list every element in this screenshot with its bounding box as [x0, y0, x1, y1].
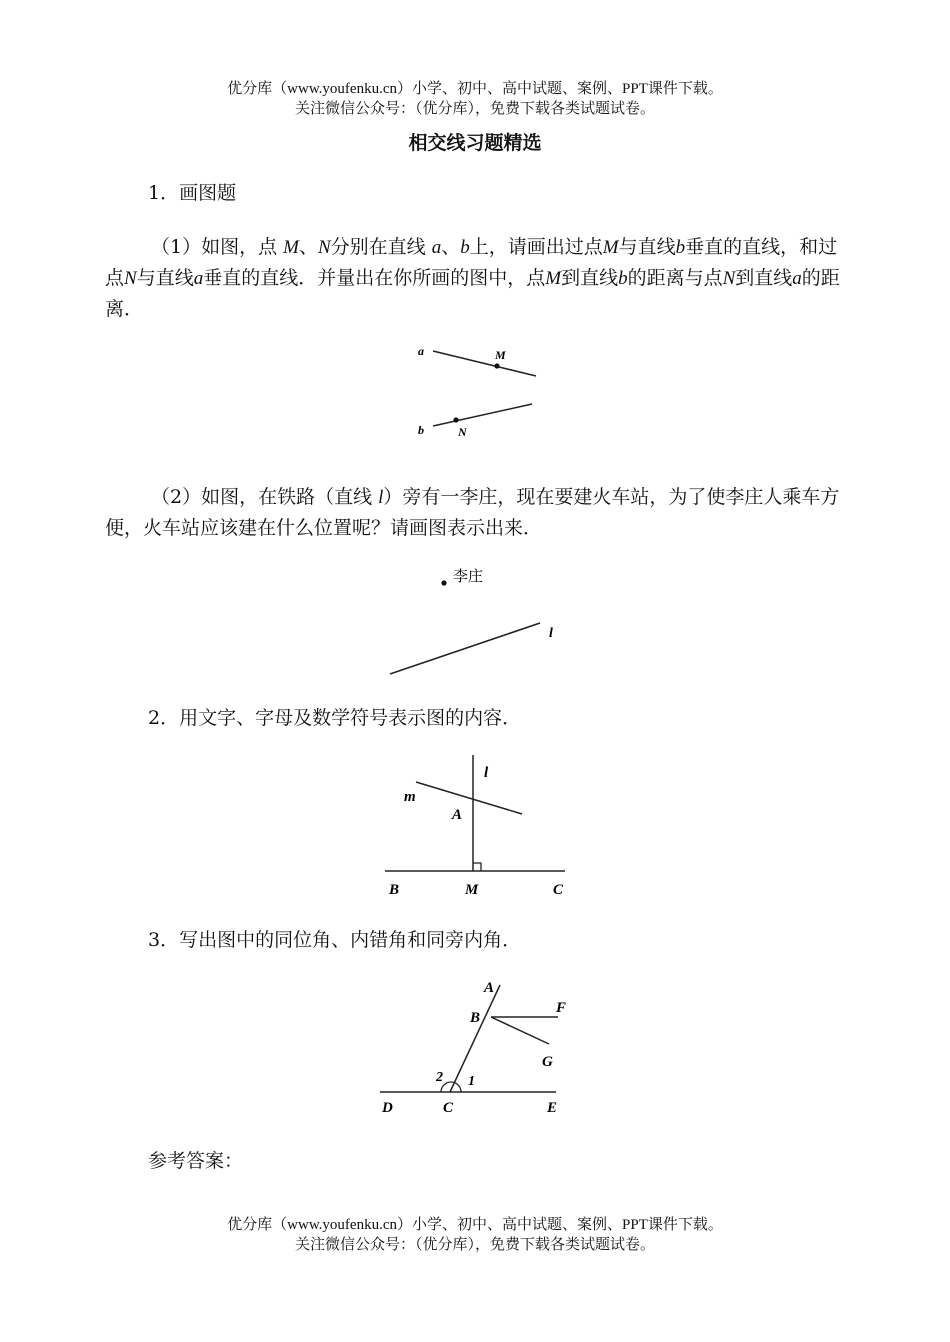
label-a: a [418, 344, 424, 358]
question-3-text: 3．写出图中的同位角、内错角和同旁内角． [148, 929, 522, 951]
label-m: M [495, 348, 506, 362]
label-b: B [389, 882, 400, 898]
right-angle-mark [473, 863, 481, 871]
question-1-part-2-text: （2）如图，在铁路（直线 l）旁有一李庄，现在要建火车站，为了使李庄人乘车方便，火车站应该建在什么位置呢？请画图表示出来． [105, 486, 840, 539]
line-ca [450, 985, 500, 1092]
question-2-text: 2．用文字、字母及数学符号表示图的内容． [148, 707, 522, 729]
label-angle-2: 2 [436, 1070, 443, 1085]
page-title: 相交线习题精选 [408, 132, 542, 154]
point-m [494, 363, 499, 368]
question-1-part-1-text: （1）如图，点 M、N分别在直线 a、b上，请画出过点M与直线b垂直的直线，和过点N与直线a垂直的直线．并量出在你所画的图中，点M到直线b的距离与点N到直线a的距离． [105, 236, 840, 320]
label-e: E [547, 1100, 558, 1116]
railway-line-l [390, 623, 540, 674]
ray-bg [491, 1017, 549, 1044]
figure-2-railway [385, 560, 585, 680]
label-b: B [470, 1010, 481, 1026]
label-d: D [382, 1100, 393, 1116]
figure-4-angles [375, 975, 585, 1120]
answer-label: 参考答案： [148, 1150, 244, 1172]
label-a: A [484, 980, 495, 996]
point-n [453, 417, 458, 422]
label-n: N [458, 425, 467, 439]
label-m-point: M [465, 882, 479, 898]
line-b [433, 404, 532, 426]
header-line-1: 优分库（www.youfenku.cn）小学、初中、高中试题、案例、PPT课件下载。 [227, 81, 723, 97]
footer-line-1: 优分库（www.youfenku.cn）小学、初中、高中试题、案例、PPT课件下载。 [227, 1217, 723, 1233]
label-l: l [549, 626, 553, 641]
footer-line-2: 关注微信公众号：（优分库），免费下载各类试题试卷。 [294, 1237, 655, 1253]
label-angle-1: 1 [468, 1074, 475, 1089]
figure-3-perpendicular [380, 755, 580, 905]
label-b: b [418, 423, 424, 437]
line-m [416, 782, 522, 814]
figure-1-lines-a-b [410, 338, 610, 448]
label-a: A [452, 807, 463, 823]
label-village: 李庄 [453, 567, 484, 585]
label-c: C [443, 1100, 454, 1116]
question-1-heading: 1．画图题 [148, 182, 237, 204]
line-a [433, 351, 536, 376]
label-m: m [404, 789, 416, 805]
village-point [441, 580, 446, 585]
label-l: l [484, 765, 489, 781]
label-c: C [553, 882, 564, 898]
label-g: G [542, 1054, 553, 1070]
header-line-2: 关注微信公众号：（优分库），免费下载各类试题试卷。 [294, 101, 655, 117]
label-f: F [556, 1000, 567, 1016]
